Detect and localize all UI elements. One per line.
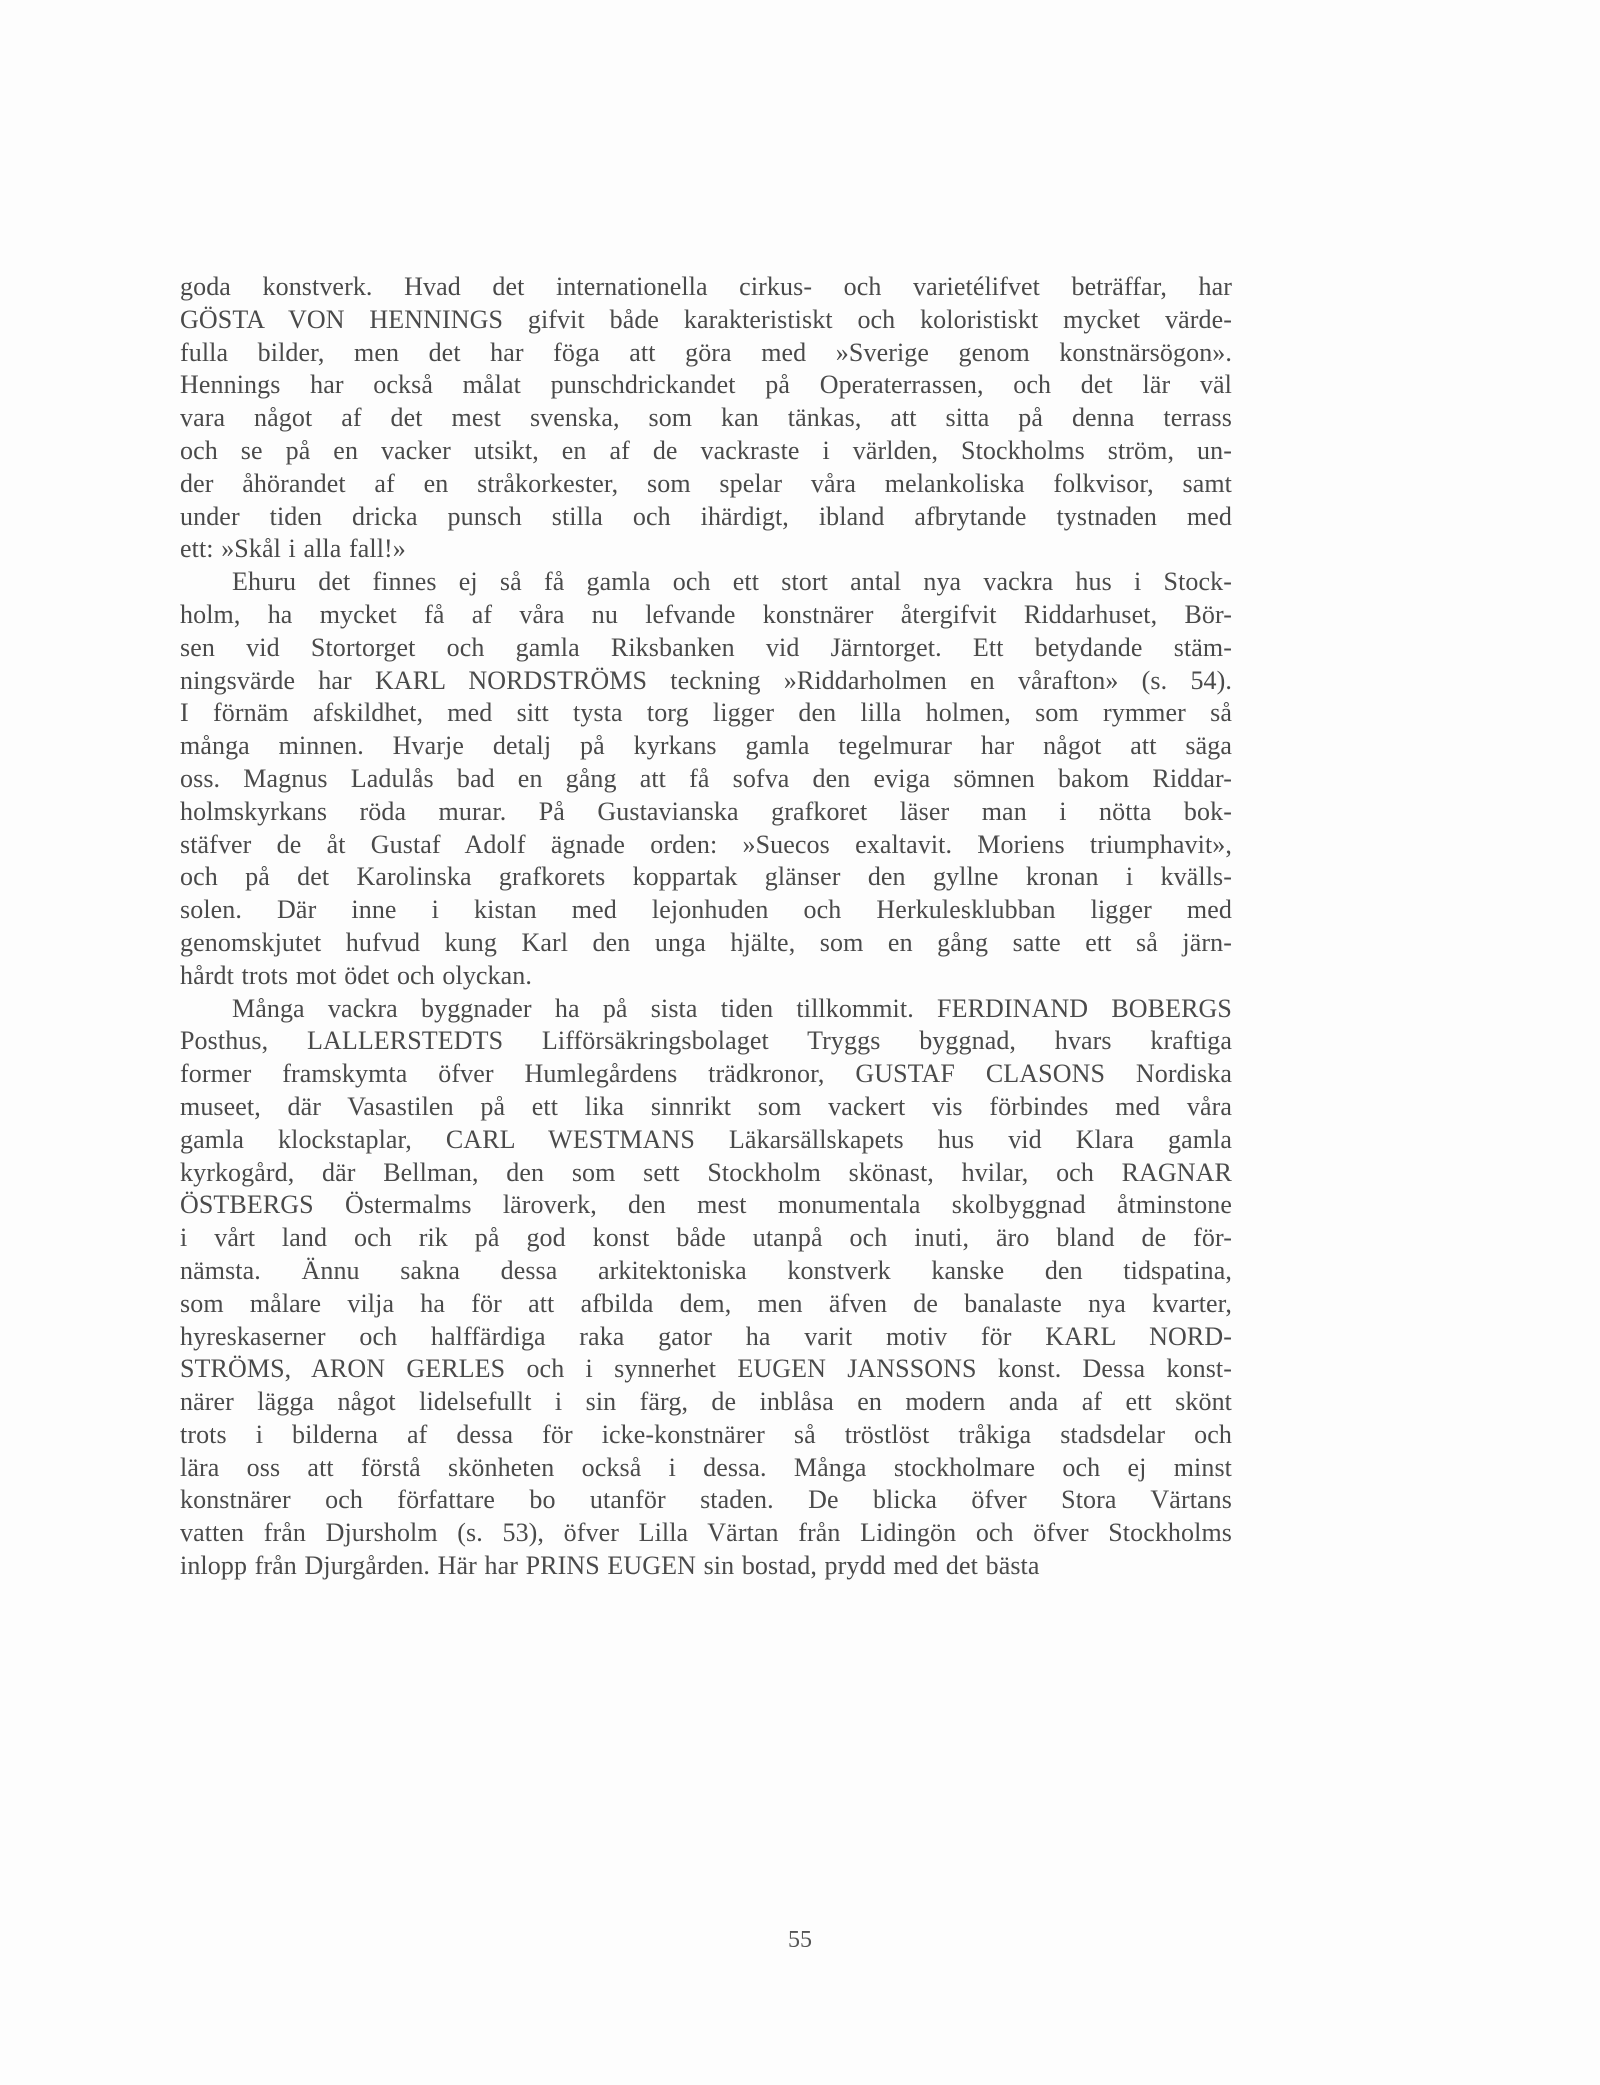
text-line: Hennings har också målat punschdrickandet på Operaterrassen, och det lär väl <box>180 370 1232 400</box>
text-line: former framskymta öfver Humlegårdens trädkronor, GUSTAF CLASONS Nordiska <box>180 1059 1232 1089</box>
text-line: Många vackra byggnader ha på sista tiden tillkommit. FERDINAND BOBERGS <box>232 993 1232 1023</box>
text-line: trots i bilderna af dessa för icke-konstnärer så tröstlöst tråkiga stadsdelar och <box>180 1419 1232 1449</box>
text-line: ningsvärde har KARL NORDSTRÖMS teckning »Riddarholmen en vårafton» (s. 54). <box>180 665 1232 695</box>
text-line: nämsta. Ännu sakna dessa arkitektoniska konstverk kanske den tidspatina, <box>180 1255 1232 1285</box>
text-line: många minnen. Hvarje detalj på kyrkans gamla tegelmurar har något att säga <box>180 731 1232 761</box>
paragraph <box>180 271 1232 566</box>
text-line: ett: »Skål i alla fall!» <box>180 534 406 564</box>
text-line: holm, ha mycket få af våra nu lefvande konstnärer återgifvit Riddarhuset, Bör- <box>180 599 1232 629</box>
text-line: I förnäm afskildhet, med sitt tysta torg ligger den lilla holmen, som rymmer så <box>180 698 1232 728</box>
text-line: goda konstverk. Hvad det internationella cirkus- och varietélifvet beträffar, har <box>180 272 1232 301</box>
text-line: vara något af det mest svenska, som kan tänkas, att sitta på denna terrass <box>180 403 1232 433</box>
text-line: och se på en vacker utsikt, en af de vackraste i världen, Stockholms ström, un- <box>180 435 1232 465</box>
text-line: fulla bilder, men det har föga att göra med »Sverige genom konstnärsögon». <box>180 337 1232 367</box>
text-line: museet, där Vasastilen på ett lika sinnrikt som vackert vis förbindes med våra <box>180 1091 1232 1121</box>
text-line: under tiden dricka punsch stilla och ihärdigt, ibland afbrytande tystnaden med <box>180 501 1232 531</box>
text-line: kyrkogård, där Bellman, den som sett Stockholm skönast, hvilar, och RAGNAR <box>180 1157 1232 1187</box>
text-line: vatten från Djursholm (s. 53), öfver Lilla Värtan från Lidingön och öfver Stockholms <box>180 1518 1232 1548</box>
text-line: GÖSTA VON HENNINGS gifvit både karakteristiskt och koloristiskt mycket värde- <box>180 304 1232 334</box>
text-line: och på det Karolinska grafkorets koppartak glänser den gyllne kronan i kvälls- <box>180 862 1232 892</box>
text-line: inlopp från Djurgården. Här har PRINS EUGEN sin bostad, prydd med det bästa <box>180 1551 1040 1581</box>
text-line: der åhörandet af en stråkorkester, som spelar våra melankoliska folkvisor, samt <box>180 468 1232 498</box>
text-line: hårdt trots mot ödet och olyckan. <box>180 960 532 990</box>
text-line: Posthus, LALLERSTEDTS Lifförsäkringsbolaget Tryggs byggnad, hvars kraftiga <box>180 1026 1232 1056</box>
text-line: hyreskaserner och halffärdiga raka gator ha varit motiv för KARL NORD- <box>180 1321 1232 1351</box>
text-line: genomskjutet hufvud kung Karl den unga hjälte, som en gång satte ett så järn- <box>180 927 1232 957</box>
text-line: holmskyrkans röda murar. På Gustavianska grafkoret läser man i nötta bok- <box>180 796 1232 826</box>
paragraph <box>180 566 1232 992</box>
text-line: stäfver de åt Gustaf Adolf ägnade orden: »Suecos exaltavit. Moriens triumphavit», <box>180 829 1232 859</box>
text-line: solen. Där inne i kistan med lejonhuden och Herkulesklubban ligger med <box>180 895 1232 925</box>
page-number: 55 <box>788 1927 812 1953</box>
text-line: sen vid Stortorget och gamla Riksbanken vid Järntorget. Ett betydande stäm- <box>180 632 1232 662</box>
text-line: STRÖMS, ARON GERLES och i synnerhet EUGEN JANSSONS konst. Dessa konst- <box>180 1354 1232 1384</box>
text-line: gamla klockstaplar, CARL WESTMANS Läkarsällskapets hus vid Klara gamla <box>180 1124 1232 1154</box>
body-text <box>180 271 1232 1583</box>
text-line: lära oss att förstå skönheten också i dessa. Många stockholmare och ej minst <box>180 1452 1232 1482</box>
text-line: oss. Magnus Ladulås bad en gång att få sofva den eviga sömnen bakom Riddar- <box>180 763 1232 793</box>
text-line: närer lägga något lidelsefullt i sin färg, de inblåsa en modern anda af ett skönt <box>180 1387 1232 1417</box>
text-line: konstnärer och författare bo utanför staden. De blicka öfver Stora Värtans <box>180 1485 1232 1515</box>
text-line: som målare vilja ha för att afbilda dem, men äfven de banalaste nya kvarter, <box>180 1288 1232 1318</box>
paragraph <box>180 993 1232 1583</box>
text-line: i vårt land och rik på god konst både utanpå och inuti, äro bland de för- <box>180 1223 1232 1253</box>
text-line: ÖSTBERGS Östermalms läroverk, den mest monumentala skolbyggnad åtminstone <box>180 1190 1232 1220</box>
text-line: Ehuru det finnes ej så få gamla och ett stort antal nya vackra hus i Stock- <box>232 567 1232 597</box>
